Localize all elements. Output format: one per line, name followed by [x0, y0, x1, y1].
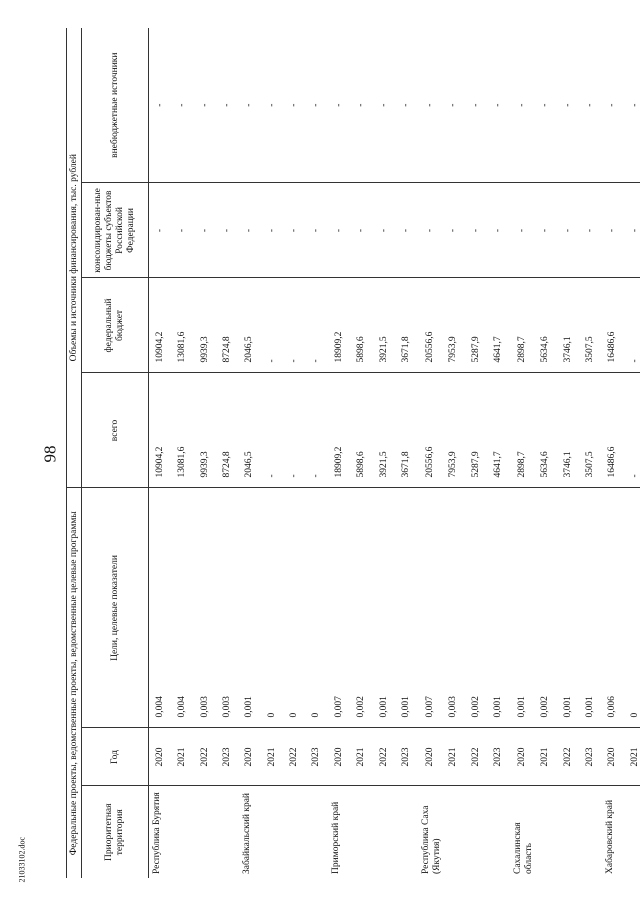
federal-cell: 2898,7 — [510, 278, 535, 373]
territory-cell: Сахалинская область — [512, 822, 534, 874]
table-row — [557, 28, 579, 878]
goal-cell: 0,004 — [149, 488, 172, 728]
financing-table — [66, 28, 640, 878]
table-row — [239, 28, 261, 878]
total-cell: - — [283, 373, 305, 488]
federal-cell: 20556,6 — [418, 278, 443, 373]
regional-cell: - — [306, 183, 328, 278]
extrabudgetary-cell: - — [443, 28, 465, 183]
federal-cell: 10904,2 — [149, 278, 172, 373]
extrabudgetary-cell: - — [535, 28, 557, 183]
year-cell: 2023 — [306, 728, 328, 786]
total-cell: 9939,3 — [194, 373, 216, 488]
goal-cell: 0,007 — [418, 488, 443, 728]
goal-cell: 0,002 — [351, 488, 373, 728]
regional-cell: - — [624, 183, 640, 278]
regional-cell: - — [149, 183, 172, 278]
total-cell: 5287,9 — [465, 373, 487, 488]
extrabudgetary-cell: - — [328, 28, 350, 183]
regional-cell: - — [216, 183, 238, 278]
regional-cell: - — [328, 183, 350, 278]
total-cell: 10904,2 — [149, 373, 172, 488]
extrabudgetary-cell: - — [487, 28, 509, 183]
territory-cell — [373, 786, 395, 878]
territory-cell — [283, 786, 305, 878]
year-cell: 2021 — [351, 728, 373, 786]
year-cell: 2022 — [373, 728, 395, 786]
federal-cell: - — [306, 278, 328, 373]
federal-cell: 9939,3 — [194, 278, 216, 373]
federal-cell: 3746,1 — [557, 278, 579, 373]
total-cell: 2046,5 — [239, 373, 261, 488]
header-territory: Приоритетная территория — [82, 786, 149, 878]
territory-cell — [171, 786, 193, 878]
territory-cell: Хабаровский край — [604, 799, 615, 874]
goal-cell: 0 — [624, 488, 640, 728]
header-goals: Цели, целевые показатели — [82, 488, 149, 728]
goal-cell: 0,002 — [465, 488, 487, 728]
table-row — [283, 28, 305, 878]
total-cell: 3746,1 — [557, 373, 579, 488]
table-row — [418, 28, 443, 878]
total-cell: - — [624, 373, 640, 488]
territory-cell — [395, 786, 417, 878]
extrabudgetary-cell: - — [216, 28, 238, 183]
table-row — [465, 28, 487, 878]
goal-cell: 0,002 — [535, 488, 557, 728]
extrabudgetary-cell: - — [418, 28, 443, 183]
total-cell: 5634,6 — [535, 373, 557, 488]
table-row — [624, 28, 640, 878]
goal-cell: 0,003 — [443, 488, 465, 728]
total-cell: - — [261, 373, 283, 488]
table-row — [351, 28, 373, 878]
total-cell: 7953,9 — [443, 373, 465, 488]
header-group-financing: Объемы и источники финансирования, тыс. рублей — [67, 28, 82, 488]
extrabudgetary-cell: - — [373, 28, 395, 183]
extrabudgetary-cell: - — [579, 28, 601, 183]
federal-cell: - — [261, 278, 283, 373]
territory-cell — [351, 786, 373, 878]
year-cell: 2023 — [395, 728, 417, 786]
territory-cell: Республика Бурятия — [152, 792, 162, 874]
extrabudgetary-cell: - — [602, 28, 624, 183]
goal-cell: 0 — [261, 488, 283, 728]
table-row — [395, 28, 417, 878]
territory-cell — [443, 786, 465, 878]
total-cell: 2898,7 — [510, 373, 535, 488]
territory-cell: Приморский край — [331, 801, 342, 874]
year-cell: 2022 — [557, 728, 579, 786]
table-row — [602, 28, 624, 878]
total-cell: 3507,5 — [579, 373, 601, 488]
year-cell: 2020 — [510, 728, 535, 786]
year-cell: 2021 — [624, 728, 640, 786]
total-cell: 3921,5 — [373, 373, 395, 488]
table-row — [373, 28, 395, 878]
extrabudgetary-cell: - — [395, 28, 417, 183]
goal-cell: 0,001 — [579, 488, 601, 728]
goal-cell: 0,004 — [171, 488, 193, 728]
total-cell: - — [306, 373, 328, 488]
year-cell: 2022 — [194, 728, 216, 786]
table-row — [171, 28, 193, 878]
table-row — [306, 28, 328, 878]
federal-cell: 8724,8 — [216, 278, 238, 373]
rotated-table-container — [66, 28, 640, 878]
table-row — [510, 28, 535, 878]
territory-cell: Республика Саха (Якутия) — [420, 805, 442, 874]
regional-cell: - — [557, 183, 579, 278]
extrabudgetary-cell: - — [557, 28, 579, 183]
total-cell: 8724,8 — [216, 373, 238, 488]
year-cell: 2020 — [239, 728, 261, 786]
goal-cell: 0,001 — [487, 488, 509, 728]
extrabudgetary-cell: - — [283, 28, 305, 183]
regional-cell: - — [395, 183, 417, 278]
territory-cell: Забайкальский край — [241, 793, 252, 874]
year-cell: 2023 — [579, 728, 601, 786]
table-row — [194, 28, 216, 878]
goal-cell: 0,001 — [557, 488, 579, 728]
year-cell: 2022 — [283, 728, 305, 786]
extrabudgetary-cell: - — [510, 28, 535, 183]
goal-cell: 0,007 — [328, 488, 350, 728]
goal-cell: 0,003 — [194, 488, 216, 728]
total-cell: 18909,2 — [328, 373, 350, 488]
header-group-projects: Федеральные проекты, ведомственные проекты, ведомственные целевые программы — [67, 488, 82, 878]
regional-cell: - — [487, 183, 509, 278]
year-cell: 2021 — [261, 728, 283, 786]
year-cell: 2023 — [487, 728, 509, 786]
total-cell: 13081,6 — [171, 373, 193, 488]
year-cell: 2020 — [149, 728, 172, 786]
header-year: Год — [82, 728, 149, 786]
regional-cell: - — [194, 183, 216, 278]
regional-cell: - — [443, 183, 465, 278]
goal-cell: 0 — [306, 488, 328, 728]
year-cell: 2021 — [171, 728, 193, 786]
extrabudgetary-cell: - — [624, 28, 640, 183]
extrabudgetary-cell: - — [261, 28, 283, 183]
territory-cell — [465, 786, 487, 878]
federal-cell: 7953,9 — [443, 278, 465, 373]
table-row — [149, 28, 172, 878]
document-id: 21033102.doc — [17, 836, 27, 883]
territory-cell — [557, 786, 579, 878]
goal-cell: 0,001 — [510, 488, 535, 728]
federal-cell: 3507,5 — [579, 278, 601, 373]
year-cell: 2021 — [535, 728, 557, 786]
goal-cell: 0,006 — [602, 488, 624, 728]
federal-cell: 5634,6 — [535, 278, 557, 373]
total-cell: 5898,6 — [351, 373, 373, 488]
goal-cell: 0,001 — [395, 488, 417, 728]
territory-cell — [535, 786, 557, 878]
extrabudgetary-cell: - — [171, 28, 193, 183]
federal-cell: 4641,7 — [487, 278, 509, 373]
regional-cell: - — [261, 183, 283, 278]
table-header — [67, 28, 149, 878]
goal-cell: 0,001 — [373, 488, 395, 728]
extrabudgetary-cell: - — [351, 28, 373, 183]
territory-cell — [624, 786, 640, 878]
year-cell: 2020 — [418, 728, 443, 786]
extrabudgetary-cell: - — [149, 28, 172, 183]
federal-cell: 18909,2 — [328, 278, 350, 373]
page-number: 98 — [40, 445, 60, 463]
total-cell: 20556,6 — [418, 373, 443, 488]
territory-cell — [194, 786, 216, 878]
table-row — [261, 28, 283, 878]
year-cell: 2022 — [465, 728, 487, 786]
table-row — [216, 28, 238, 878]
territory-cell — [579, 786, 601, 878]
regional-cell: - — [239, 183, 261, 278]
federal-cell: 2046,5 — [239, 278, 261, 373]
table-row — [443, 28, 465, 878]
table-row — [328, 28, 350, 878]
header-total: всего — [82, 373, 149, 488]
regional-cell: - — [535, 183, 557, 278]
federal-cell: - — [624, 278, 640, 373]
extrabudgetary-cell: - — [194, 28, 216, 183]
regional-cell: - — [373, 183, 395, 278]
year-cell: 2020 — [602, 728, 624, 786]
total-cell: 16486,6 — [602, 373, 624, 488]
header-federal: федеральный бюджет — [82, 278, 149, 373]
regional-cell: - — [283, 183, 305, 278]
territory-cell — [306, 786, 328, 878]
header-extrabudgetary: внебюджетные источники — [82, 28, 149, 183]
regional-cell: - — [171, 183, 193, 278]
regional-cell: - — [602, 183, 624, 278]
territory-cell — [261, 786, 283, 878]
federal-cell: 5287,9 — [465, 278, 487, 373]
regional-cell: - — [510, 183, 535, 278]
year-cell: 2020 — [328, 728, 350, 786]
federal-cell: - — [283, 278, 305, 373]
goal-cell: 0,003 — [216, 488, 238, 728]
territory-cell — [216, 786, 238, 878]
regional-cell: - — [418, 183, 443, 278]
extrabudgetary-cell: - — [465, 28, 487, 183]
total-cell: 3671,8 — [395, 373, 417, 488]
goal-cell: 0,001 — [239, 488, 261, 728]
table-body — [149, 28, 640, 878]
federal-cell: 16486,6 — [602, 278, 624, 373]
table-row — [535, 28, 557, 878]
federal-cell: 13081,6 — [171, 278, 193, 373]
federal-cell: 3921,5 — [373, 278, 395, 373]
goal-cell: 0 — [283, 488, 305, 728]
regional-cell: - — [579, 183, 601, 278]
year-cell: 2023 — [216, 728, 238, 786]
total-cell: 4641,7 — [487, 373, 509, 488]
regional-cell: - — [465, 183, 487, 278]
table-row — [487, 28, 509, 878]
extrabudgetary-cell: - — [306, 28, 328, 183]
extrabudgetary-cell: - — [239, 28, 261, 183]
territory-cell — [487, 786, 509, 878]
federal-cell: 3671,8 — [395, 278, 417, 373]
federal-cell: 5898,6 — [351, 278, 373, 373]
year-cell: 2021 — [443, 728, 465, 786]
header-regional: консолидирован-ные бюджеты субъектов Российской Федерации — [82, 183, 149, 278]
table-row — [579, 28, 601, 878]
regional-cell: - — [351, 183, 373, 278]
